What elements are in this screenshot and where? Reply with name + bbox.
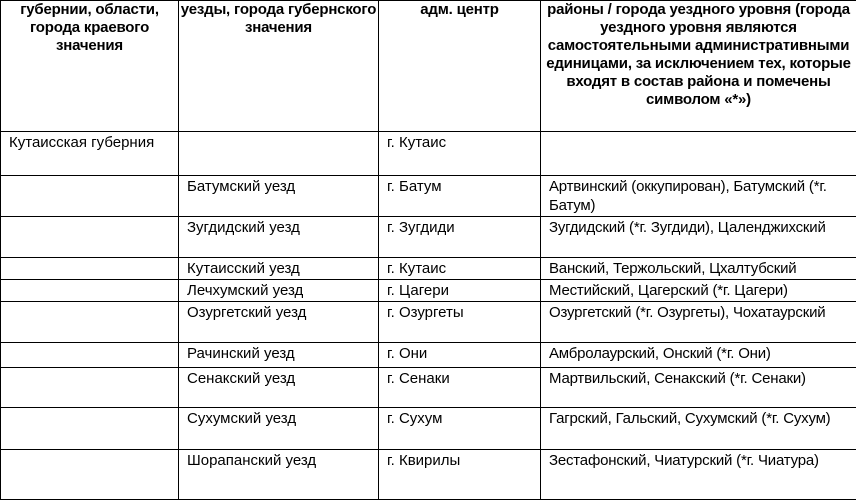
cell-districts	[541, 132, 856, 176]
cell-region	[1, 408, 179, 450]
cell-region: Кутаисская губерния	[1, 132, 179, 176]
cell-center: г. Кутаис	[379, 258, 541, 280]
table-row	[1, 368, 856, 408]
table-row	[1, 176, 856, 217]
cell-region	[1, 176, 179, 217]
table-row	[1, 408, 856, 450]
cell-center: г. Батум	[379, 176, 541, 217]
table-row	[1, 302, 856, 343]
cell-center: г. Кутаис	[379, 132, 541, 176]
cell-center: г. Зугдиди	[379, 217, 541, 258]
header-uezd: уезды, города губернского значения	[179, 1, 379, 132]
cell-uezd: Рачинский уезд	[179, 343, 379, 368]
header-region: губернии, области, города краевого значения	[1, 1, 179, 132]
cell-uezd: Сенакский уезд	[179, 368, 379, 408]
cell-uezd: Зугдидский уезд	[179, 217, 379, 258]
cell-uezd: Кутаисский уезд	[179, 258, 379, 280]
cell-region	[1, 368, 179, 408]
cell-region	[1, 258, 179, 280]
cell-uezd: Сухумский уезд	[179, 408, 379, 450]
table-row	[1, 258, 856, 280]
table-row	[1, 280, 856, 302]
cell-uezd	[179, 132, 379, 176]
cell-center: г. Они	[379, 343, 541, 368]
cell-region	[1, 343, 179, 368]
cell-districts: Мартвильский, Сенакский (*г. Сенаки)	[541, 368, 856, 408]
header-center: адм. центр	[379, 1, 541, 132]
header-districts: районы / города уездного уровня (города уездного уровня являются самостоятельными административными единицами, за исключением тех, которые входят в состав района и помечены символом «*»)	[541, 1, 856, 132]
table-row	[1, 217, 856, 258]
cell-districts: Зугдидский (*г. Зугдиди), Цаленджихский	[541, 217, 856, 258]
cell-districts: Зестафонский, Чиатурский (*г. Чиатура)	[541, 450, 856, 500]
table-row	[1, 132, 856, 176]
cell-center: г. Озургеты	[379, 302, 541, 343]
cell-districts: Гагрский, Гальский, Сухумский (*г. Сухум)	[541, 408, 856, 450]
cell-districts: Ванский, Тержольский, Цхалтубский	[541, 258, 856, 280]
cell-districts: Артвинский (оккупирован), Батумский (*г. Батум)	[541, 176, 856, 217]
table-row	[1, 343, 856, 368]
cell-districts: Амбролаурский, Онский (*г. Они)	[541, 343, 856, 368]
cell-region	[1, 302, 179, 343]
cell-region	[1, 450, 179, 500]
cell-center: г. Квирилы	[379, 450, 541, 500]
cell-uezd: Шорапанский уезд	[179, 450, 379, 500]
table-header-row	[1, 1, 856, 132]
cell-center: г. Сухум	[379, 408, 541, 450]
cell-uezd: Лечхумский уезд	[179, 280, 379, 302]
cell-uezd: Озургетский уезд	[179, 302, 379, 343]
cell-districts: Озургетский (*г. Озургеты), Чохатаурский	[541, 302, 856, 343]
cell-region	[1, 217, 179, 258]
table-row	[1, 450, 856, 500]
cell-region	[1, 280, 179, 302]
cell-districts: Местийский, Цагерский (*г. Цагери)	[541, 280, 856, 302]
cell-center: г. Цагери	[379, 280, 541, 302]
cell-center: г. Сенаки	[379, 368, 541, 408]
cell-uezd: Батумский уезд	[179, 176, 379, 217]
